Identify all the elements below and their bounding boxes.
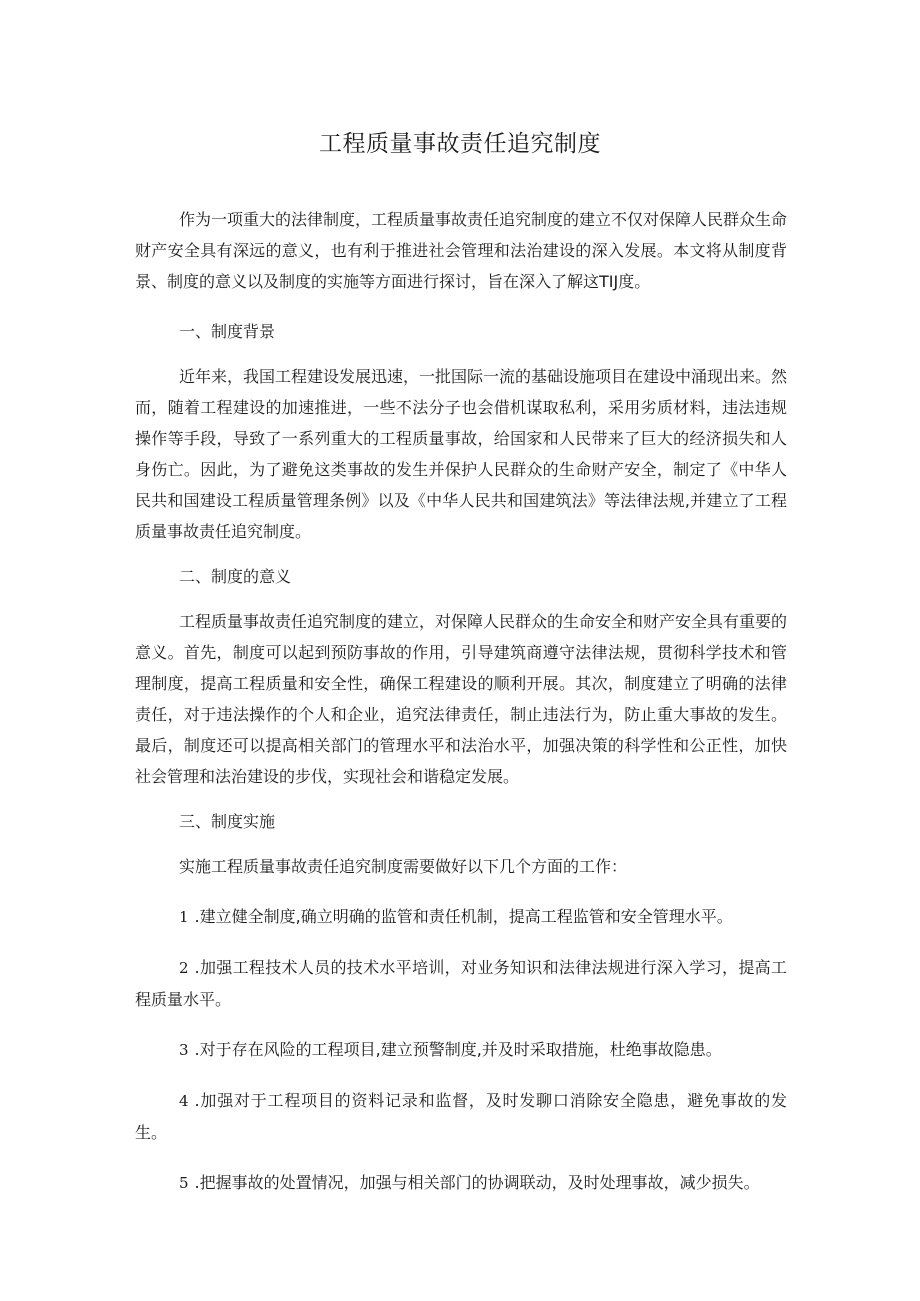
section-body-significance: 工程质量事故责任追究制度的建立，对保障人民群众的生命安全和财产安全具有重要的意义。首先，制度可以起到预防事故的作用，引导建筑商遵守法律法规，贯彻科学技术和管理制度，提高工程质量和安全性，确保工程建设的顺利开展。其次，制度建立了明确的法律责任，对于违法操作的个人和企业，追究法律责任，制止违法行为，防止重大事故的发生。最后，制度还可以提高相关部门的管理水平和法治水平，加强决策的科学性和公正性，加快社会管理和法治建设的步伐，实现社会和谐稳定发展。 bbox=[135, 612, 788, 786]
list-item-text: .把握事故的处置情况，加强与相关部门的协调联动，及时处理事故，减少损失。 bbox=[194, 1173, 760, 1192]
section-body-background: 近年来，我国工程建设发展迅速，一批国际一流的基础设施项目在建设中涌现出来。然而，随着工程建设的加速推进，一些不法分子也会借机谋取私利，采用劣质材料，违法违规操作等手段，导致了一系列重大的工程质量事故，给国家和人民带来了巨大的经济损失和人身伤亡。因此，为了避免这类事故的发生并保护人民群众的生命财产安全，制定了《中华人民共和国建设工程质量管理条例》以及《中华人民共和国建筑法》等法律法规,并建立了工程质量事故责任追究制度。 bbox=[135, 367, 788, 541]
intro-paragraph: 作为一项重大的法律制度，工程质量事故责任追究制度的建立不仅对保障人民群众生命财产安全具有深远的意义，也有利于推进社会管理和法治建设的深入发展。本文将从制度背景、制度的意义以及制度的实施等方面进行探讨，旨在深入了解这TIJ度。 bbox=[135, 210, 788, 291]
list-item bbox=[135, 1085, 787, 1148]
page-title: 工程质量事故责任追究制度 bbox=[319, 131, 601, 157]
list-item-number: 4 bbox=[179, 1092, 189, 1110]
list-item bbox=[135, 952, 787, 1015]
section-heading-significance: 二、制度的意义 bbox=[179, 567, 292, 586]
list-item-text: .加强对于工程项目的资料记录和监督，及时发聊口消除安全隐患，避免事故的发生。 bbox=[135, 1091, 787, 1142]
list-item-text: .对于存在风险的工程项目,建立预警制度,并及时采取措施，杜绝事故隐患。 bbox=[194, 1040, 722, 1059]
list-item bbox=[135, 1167, 787, 1199]
list-item bbox=[135, 901, 787, 933]
list-item-text: .建立健全制度,确立明确的监管和责任机制，提高工程监管和安全管理水平。 bbox=[194, 907, 733, 926]
list-item-number: 5 bbox=[179, 1174, 189, 1192]
section-heading-implementation: 三、制度实施 bbox=[179, 812, 276, 831]
list-item-number: 3 bbox=[179, 1041, 189, 1059]
list-item-number: 2 bbox=[179, 959, 189, 977]
section-heading-background: 一、制度背景 bbox=[179, 322, 276, 341]
document-body bbox=[135, 204, 787, 1199]
list-item bbox=[135, 1034, 787, 1066]
list-item-number: 1 bbox=[179, 908, 189, 926]
section-body-implementation: 实施工程质量事故责任追究制度需要做好以下几个方面的工作： bbox=[179, 857, 628, 876]
list-item-text: .加强工程技术人员的技术水平培训，对业务知识和法律法规进行深入学习，提高工程质量水平。 bbox=[135, 958, 787, 1009]
